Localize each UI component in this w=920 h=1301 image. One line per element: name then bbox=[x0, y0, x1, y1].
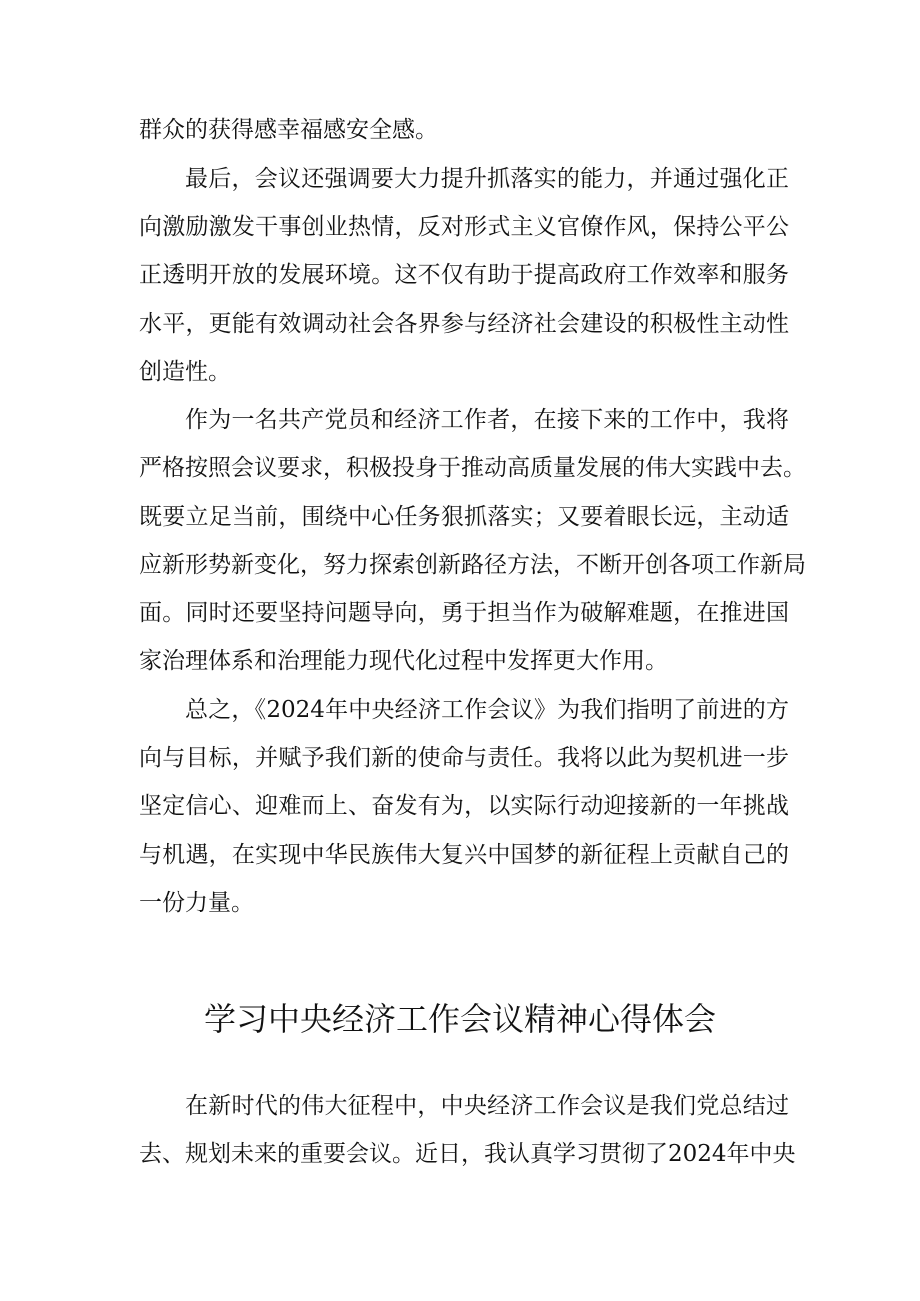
paragraph-line: 在新时代的伟大征程中，中央经济工作会议是我们党总结过 bbox=[185, 1093, 789, 1119]
paragraph-line: 群众的获得感幸福感安全感。 bbox=[139, 117, 438, 143]
paragraph-line: 一份力量。 bbox=[139, 890, 254, 916]
paragraph-line: 最后，会议还强调要大力提升抓落实的能力，并通过强化正 bbox=[185, 166, 789, 192]
paragraph-line: 总之，《2024年中央经济工作会议》为我们指明了前进的方 bbox=[185, 697, 789, 723]
paragraph-line: 面。同时还要坚持问题导向，勇于担当作为破解难题，在推进国 bbox=[139, 600, 789, 626]
paragraph-line: 应新形势新变化，努力探索创新路径方法，不断开创各项工作新局 bbox=[139, 552, 806, 578]
paragraph-line: 水平，更能有效调动社会各界参与经济社会建设的积极性主动性 bbox=[139, 311, 789, 337]
paragraph-line: 既要立足当前，围绕中心任务狠抓落实；又要着眼长远，主动适 bbox=[139, 504, 789, 530]
paragraph-line: 家治理体系和治理能力现代化过程中发挥更大作用。 bbox=[139, 648, 668, 674]
paragraph-line: 严格按照会议要求，积极投身于推动高质量发展的伟大实践中去。 bbox=[139, 455, 806, 481]
section-title: 学习中央经济工作会议精神心得体会 bbox=[203, 1000, 716, 1038]
paragraph-line: 创造性。 bbox=[139, 359, 231, 385]
paragraph-line: 向与目标，并赋予我们新的使命与责任。我将以此为契机进一步 bbox=[139, 745, 789, 771]
paragraph-line: 去、规划未来的重要会议。近日，我认真学习贯彻了2024年中央 bbox=[139, 1141, 796, 1167]
paragraph-line: 作为一名共产党员和经济工作者，在接下来的工作中，我将 bbox=[185, 407, 789, 433]
paragraph-line: 与机遇，在实现中华民族伟大复兴中国梦的新征程上贡献自己的 bbox=[139, 842, 789, 868]
paragraph-line: 正透明开放的发展环境。这不仅有助于提高政府工作效率和服务 bbox=[139, 262, 789, 288]
paragraph-line: 坚定信心、迎难而上、奋发有为，以实际行动迎接新的一年挑战 bbox=[139, 793, 789, 819]
paragraph-line: 向激励激发干事创业热情，反对形式主义官僚作风，保持公平公 bbox=[139, 214, 789, 240]
